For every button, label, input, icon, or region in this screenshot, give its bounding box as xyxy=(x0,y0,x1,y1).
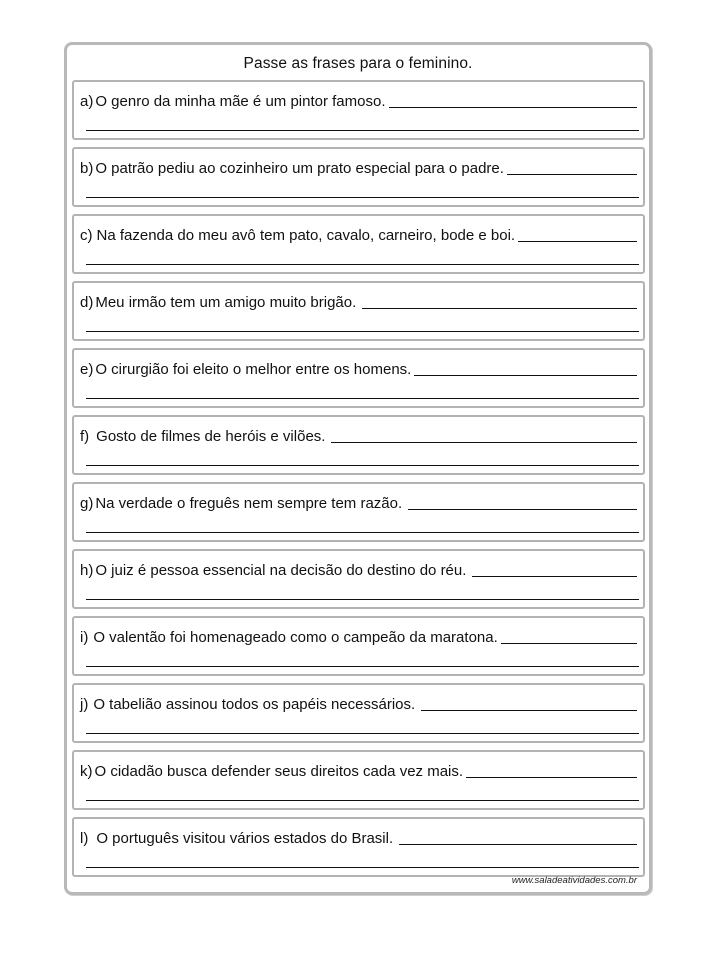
exercise-line xyxy=(80,827,637,847)
exercise-line xyxy=(80,224,637,244)
answer-line[interactable] xyxy=(86,867,639,868)
exercise-line xyxy=(80,693,637,713)
exercise-line xyxy=(80,492,637,512)
exercise-item-f xyxy=(72,415,645,475)
exercise-item-i xyxy=(72,616,645,676)
answer-blank[interactable] xyxy=(472,576,637,577)
exercise-line xyxy=(80,90,637,110)
exercise-item-j xyxy=(72,683,645,743)
answer-blank[interactable] xyxy=(466,777,637,778)
exercise-line xyxy=(80,291,637,311)
item-sentence: O cirurgião foi eleito o melhor entre os homens. xyxy=(95,361,412,378)
answer-line[interactable] xyxy=(86,331,639,332)
answer-line[interactable] xyxy=(86,666,639,667)
answer-line[interactable] xyxy=(86,130,639,131)
item-letter: b) xyxy=(80,160,94,177)
exercise-line xyxy=(80,358,637,378)
item-letter: c) xyxy=(80,227,93,244)
answer-blank[interactable] xyxy=(414,375,637,376)
item-letter: h) xyxy=(80,562,94,579)
exercise-item-e xyxy=(72,348,645,408)
website-credit: www.saladeatividades.com.br xyxy=(511,875,637,886)
answer-line[interactable] xyxy=(86,398,639,399)
answer-line[interactable] xyxy=(86,599,639,600)
answer-line[interactable] xyxy=(86,197,639,198)
item-letter: a) xyxy=(80,93,94,110)
exercise-item-g xyxy=(72,482,645,542)
exercise-line xyxy=(80,760,637,780)
item-letter: g) xyxy=(80,495,94,512)
answer-line[interactable] xyxy=(86,465,639,466)
answer-blank[interactable] xyxy=(331,442,637,443)
exercise-line xyxy=(80,626,637,646)
item-sentence: O patrão pediu ao cozinheiro um prato especial para o padre. xyxy=(95,160,504,177)
answer-blank[interactable] xyxy=(408,509,637,510)
item-letter: l) xyxy=(80,830,89,847)
item-sentence: Na fazenda do meu avô tem pato, cavalo, carneiro, bode e boi. xyxy=(96,227,516,244)
answer-blank[interactable] xyxy=(421,710,637,711)
exercise-line xyxy=(80,559,637,579)
item-sentence: O português visitou vários estados do Brasil. xyxy=(96,830,394,847)
exercise-item-c xyxy=(72,214,645,274)
answer-blank[interactable] xyxy=(507,174,637,175)
item-letter: d) xyxy=(80,294,94,311)
answer-line[interactable] xyxy=(86,264,639,265)
item-sentence: O genro da minha mãe é um pintor famoso. xyxy=(95,93,386,110)
exercise-item-d xyxy=(72,281,645,341)
exercise-line xyxy=(80,157,637,177)
answer-blank[interactable] xyxy=(362,308,637,309)
item-letter: i) xyxy=(80,629,89,646)
item-letter: e) xyxy=(80,361,94,378)
item-sentence: Meu irmão tem um amigo muito brigão. xyxy=(95,294,357,311)
answer-line[interactable] xyxy=(86,733,639,734)
item-sentence: O cidadão busca defender seus direitos cada vez mais. xyxy=(94,763,464,780)
exercise-line xyxy=(80,425,637,445)
item-sentence: Gosto de filmes de heróis e vilões. xyxy=(96,428,326,445)
exercise-item-b xyxy=(72,147,645,207)
exercise-item-l xyxy=(72,817,645,877)
answer-line[interactable] xyxy=(86,532,639,533)
answer-blank[interactable] xyxy=(518,241,637,242)
exercise-item-a xyxy=(72,80,645,140)
item-sentence: O juiz é pessoa essencial na decisão do destino do réu. xyxy=(95,562,467,579)
item-sentence: O tabelião assinou todos os papéis necessários. xyxy=(93,696,416,713)
worksheet xyxy=(64,42,652,895)
exercise-item-h xyxy=(72,549,645,609)
item-sentence: Na verdade o freguês nem sempre tem razão. xyxy=(95,495,403,512)
answer-line[interactable] xyxy=(86,800,639,801)
answer-blank[interactable] xyxy=(501,643,637,644)
exercise-item-k xyxy=(72,750,645,810)
item-sentence: O valentão foi homenageado como o campeão da maratona. xyxy=(93,629,498,646)
item-letter: k) xyxy=(80,763,93,780)
answer-blank[interactable] xyxy=(389,107,638,108)
item-letter: j) xyxy=(80,696,89,713)
answer-blank[interactable] xyxy=(399,844,637,845)
item-letter: f) xyxy=(80,428,90,445)
worksheet-title: Passe as frases para o feminino. xyxy=(243,55,473,72)
